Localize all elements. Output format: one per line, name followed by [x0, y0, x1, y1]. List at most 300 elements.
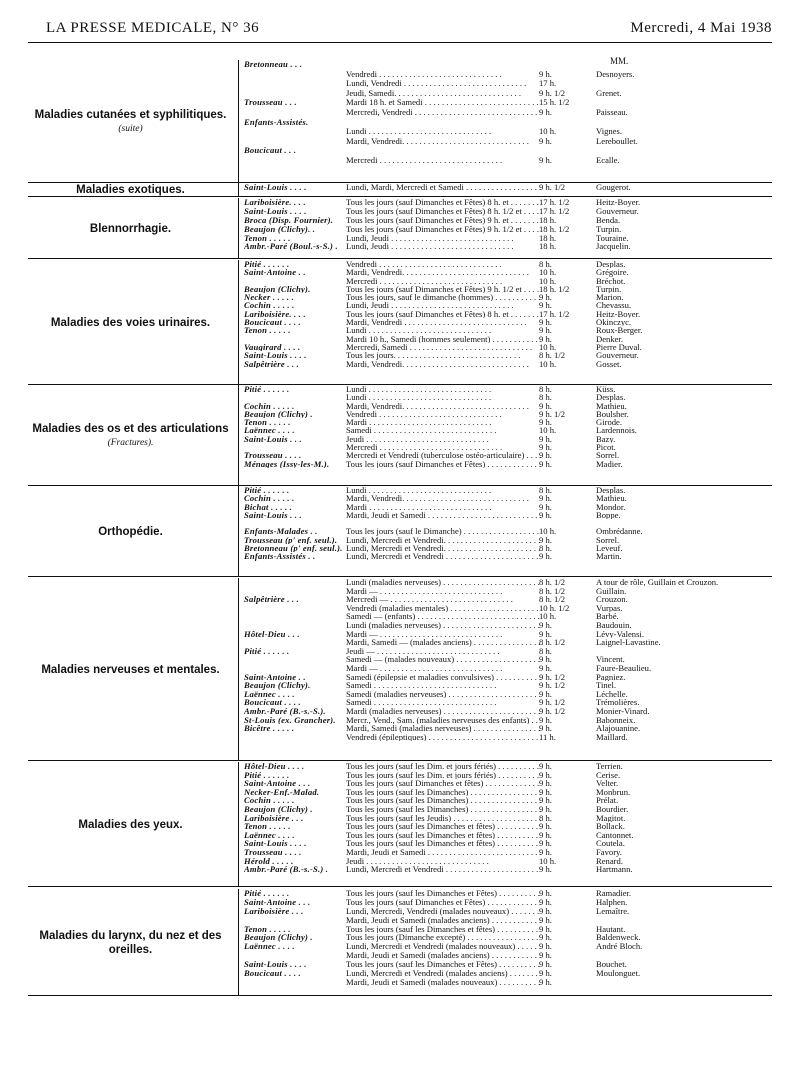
doctor: Mathieu. — [596, 494, 627, 503]
schedule: Mardi (maladies nerveuses) . . . — [346, 707, 541, 716]
table-row — [238, 681, 772, 690]
hospital-name: Enfants-Malades . . — [244, 527, 318, 536]
hospital-name: Saint-Louis . . . — [244, 434, 302, 444]
hours: 9 h. 1/2 — [539, 88, 566, 98]
hospital-name: Saint-Louis . . . . — [244, 351, 307, 360]
hours: 9 h. — [539, 897, 552, 907]
schedule: Mardi, Vendredi. . . . — [346, 494, 541, 502]
hospital-name: Salpêtrière . . . — [244, 595, 299, 604]
category-title — [28, 818, 233, 832]
table-row — [238, 716, 772, 725]
column-rule — [238, 198, 239, 258]
table-row — [238, 343, 772, 351]
doctor: Terrien. — [596, 762, 623, 771]
column-rule — [238, 260, 239, 384]
hours: 8 h. — [539, 393, 552, 402]
hours: 10 h. — [539, 127, 557, 137]
doctor: Baudouin. — [596, 620, 632, 630]
hospital-name: Saint-Antoine . . . — [244, 897, 311, 907]
hours: 10 h. — [539, 612, 557, 621]
table-row — [238, 536, 772, 544]
hours: 15 h. 1/2 — [539, 98, 570, 108]
hours: 9 h. — [539, 401, 552, 410]
doctor: Pierre Duval. — [596, 342, 642, 352]
column-rule — [238, 385, 239, 485]
schedule: Lundi, Mercredi et Vendredi (malades nouveaux) . . . — [346, 942, 541, 951]
table-row — [238, 707, 772, 716]
hospital-name: Beaujon (Clichy) . — [244, 933, 313, 943]
schedule: Mardi, Vendredi. . . . — [346, 137, 541, 147]
table-row — [238, 426, 772, 434]
hospital-name: Lariboisière. . . . — [244, 309, 306, 319]
doctor: Bourdier. — [596, 804, 629, 814]
hours: 8 h. — [539, 646, 552, 656]
doctor: Turpin. — [596, 224, 622, 234]
schedule: Mardi — . . . — [346, 587, 541, 596]
doctor: Martin. — [596, 552, 622, 561]
column-rule — [238, 60, 239, 182]
table-row — [238, 561, 772, 569]
table-row — [238, 435, 772, 443]
hospital-name: Lariboisière. . . . — [244, 198, 306, 207]
schedule: Tous les jours (Dimanche excepté) . . . — [346, 933, 541, 942]
column-rule — [238, 182, 239, 196]
doctor: Grégoire. — [596, 268, 629, 277]
doctor: Monbrun. — [596, 787, 631, 797]
table-row — [238, 127, 772, 137]
table-row — [238, 587, 772, 596]
hours: 9 h. 1/2 — [539, 672, 566, 682]
hospital-name: Enfants-Assistés. — [244, 117, 309, 127]
schedule: Tous les jours (sauf les Dimanches et fêtes) . . . — [346, 925, 541, 934]
doctor: Desnoyers. — [596, 69, 635, 79]
schedule: Tous les jours (sauf Dimanches et Fêtes) 9 h. et . . . — [346, 216, 541, 225]
hours: 18 h. — [539, 233, 557, 243]
table-row — [238, 612, 772, 621]
schedule: Tous les jours (sauf Dimanches et Fêtes) . . . — [346, 460, 541, 468]
doctor: Prélat. — [596, 796, 619, 805]
hospital-name: Tenon . . . . . — [244, 233, 291, 243]
table-row — [238, 762, 772, 771]
doctor: Cantonnet. — [596, 830, 634, 840]
schedule: Mercredi . . . — [346, 277, 541, 285]
hours: 9 h. 1/2 — [539, 681, 566, 690]
schedule: Mardi — . . . — [346, 630, 541, 639]
schedule: Vendredi . . . — [346, 70, 541, 80]
category-title — [28, 422, 233, 450]
doctor: Trémolières. — [596, 698, 640, 707]
table-row — [238, 268, 772, 276]
doctor: Denker. — [596, 334, 623, 343]
hospital-name: Saint-Louis . . . . — [244, 839, 307, 848]
schedule: Tous les jours (sauf les Jeudis) . . . — [346, 814, 541, 823]
table-row — [238, 690, 772, 699]
table-row — [238, 326, 772, 334]
doctor: Faure-Beaulieu. — [596, 663, 652, 673]
schedule: Lundi, Jeudi . . . — [346, 234, 541, 243]
hours: 9 h. — [539, 535, 552, 545]
hospital-name: Beaujon (Clichy). — [244, 681, 311, 690]
table-row — [238, 898, 772, 907]
hospital-name: Vaugirard . . . . — [244, 342, 301, 352]
table-row — [238, 595, 772, 604]
doctor: Boppe. — [596, 510, 621, 520]
table-row — [238, 225, 772, 234]
schedule: Mardi . . . — [346, 503, 541, 511]
hours: 11 h. — [539, 732, 556, 742]
hours: 18 h. — [539, 215, 557, 225]
category-title — [28, 929, 233, 957]
category-name: Maladies nerveuses et mentales. — [41, 663, 220, 676]
schedule: Tous les jours, sauf le dimanche (hommes) . . . — [346, 293, 541, 301]
table-row — [238, 698, 772, 707]
doctor: Hartmann. — [596, 865, 633, 874]
table-row — [238, 839, 772, 848]
doctor: Vurpas. — [596, 603, 623, 613]
doctor: Sorrel. — [596, 535, 620, 545]
section-rows — [238, 762, 772, 874]
schedule: Lundi, Mercredi et Vendredi. . . . — [346, 536, 541, 544]
hours: 8 h. 1/2 — [539, 351, 566, 360]
doctor: Renard. — [596, 856, 623, 866]
hours: 9 h. — [539, 960, 552, 970]
hours: 9 h. — [539, 847, 552, 857]
hospital-name: Laënnec . . . . — [244, 426, 295, 435]
schedule: Lundi, Jeudi . . . — [346, 301, 541, 309]
schedule: Samedi (maladies nerveuses) . . . — [346, 690, 541, 699]
doctor: A tour de rôle, Guillain et Crouzon. — [596, 578, 719, 587]
schedule: Tous les jours (sauf les Dimanches et Fêtes) . . . — [346, 889, 541, 898]
schedule: Tous les jours (sauf les Dimanches) . . . — [346, 788, 541, 797]
doctor: Küss. — [596, 385, 616, 394]
schedule: Tous les jours. . . . — [346, 351, 541, 359]
hospital-name: Laënnec . . . . — [244, 830, 295, 840]
table-row — [238, 969, 772, 978]
hours: 8 h. — [539, 813, 552, 823]
table-row — [238, 733, 772, 742]
category-title — [28, 663, 233, 677]
doctor: Velter. — [596, 779, 619, 788]
section — [28, 260, 772, 385]
hours: 9 h. — [539, 770, 552, 780]
hospital-name: Ménages (Issy-les-M.). — [244, 459, 330, 468]
hours: 10 h. — [539, 276, 557, 285]
hours: 9 h. — [539, 663, 552, 673]
schedule: Tous les jours (sauf Dimanches et fêtes) . . . — [346, 779, 541, 788]
category-name: Maladies des yeux. — [78, 818, 183, 831]
schedule: Lundi, Mercredi et Vendredi. . . . — [346, 544, 541, 552]
hours: 9 h. — [539, 830, 552, 840]
schedule: Samedi — (malades nouveaux) . . . — [346, 655, 541, 664]
table-row — [238, 544, 772, 552]
column-rule — [238, 578, 239, 760]
hospital-name: Hôtel-Dieu . . . . — [244, 762, 305, 771]
hours: 18 h. — [539, 242, 557, 252]
hospital-name: Lariboisière . . . — [244, 813, 304, 823]
table-row — [238, 60, 772, 70]
hours: 9 h. — [539, 689, 552, 699]
table-row — [238, 335, 772, 343]
table-row — [238, 351, 772, 359]
hours: 9 h. — [539, 293, 552, 302]
hospital-name: Tenon . . . . . — [244, 326, 291, 335]
table-row — [238, 942, 772, 951]
hours: 9 h. — [539, 969, 552, 978]
schedule: Samedi — (enfants) . . . — [346, 612, 541, 621]
table-row — [238, 805, 772, 814]
schedule: Mardi, Samedi (maladies nerveuses) . . . — [346, 724, 541, 733]
doctor: Gouverneur. — [596, 351, 639, 360]
schedule: Mardi 10 h., Samedi (hommes seulement) . . . — [346, 335, 541, 343]
table-row — [238, 137, 772, 147]
table-row — [238, 260, 772, 268]
hospital-name: Pitié . . . . . . — [244, 486, 290, 495]
table-row — [238, 621, 772, 630]
hours: 9 h. 1/2 — [539, 409, 566, 419]
schedule: Tous les jours (sauf Dimanches et Fêtes) 8 h. et . . . — [346, 198, 541, 207]
doctors-column-label: MM. — [610, 56, 629, 66]
hours: 10 h. — [539, 426, 557, 435]
doctor: Desplas. — [596, 486, 626, 495]
schedule: Lundi, Mardi, Mercredi et Samedi . . . — [346, 182, 541, 192]
doctor: Pagniez. — [596, 672, 626, 682]
doctor: Lereboullet. — [596, 136, 638, 146]
category-subtitle: (suite) — [118, 123, 143, 134]
doctor: Leveuf. — [596, 544, 623, 553]
schedule: Mardi — . . . — [346, 664, 541, 673]
hours: 9 h. — [539, 326, 552, 335]
doctor: Coutela. — [596, 839, 625, 848]
doctor: Bollack. — [596, 822, 625, 831]
doctor: Chevassu. — [596, 301, 632, 310]
hospital-name: Saint-Louis . . . . — [244, 960, 307, 970]
hours: 17 h. 1/2 — [539, 206, 570, 216]
doctor: André Bloch. — [596, 942, 643, 952]
hours: 8 h. — [539, 486, 552, 495]
doctor: Lardennois. — [596, 426, 637, 435]
section — [28, 762, 772, 887]
schedule: Lundi, Mercredi, Vendredi (malades nouveaux) . . . — [346, 907, 541, 916]
section — [28, 486, 772, 577]
doctor: Roux-Berger. — [596, 326, 643, 335]
schedule: Mardi, Jeudi et Samedi (malades nouveaux) . . . — [346, 978, 541, 987]
section — [28, 385, 772, 486]
table-row — [238, 318, 772, 326]
hours: 9 h. — [539, 915, 552, 925]
table-row — [238, 89, 772, 99]
hours: 18 h. 1/2 — [539, 224, 570, 234]
doctor: Moulonguet. — [596, 969, 641, 978]
hospital-name: Saint-Louis . . . — [244, 510, 302, 520]
hours: 9 h. — [539, 552, 552, 561]
hospital-name: Ambr.-Paré (B.-s.-S.). — [244, 706, 326, 716]
doctor: Girode. — [596, 418, 623, 427]
doctor: Okinczyc. — [596, 318, 632, 327]
doctor: Vincent. — [596, 655, 625, 664]
schedule: Tous les jours (sauf Dimanches et Fêtes) 9 h. 1/2 et . . . — [346, 225, 541, 234]
hospital-name: Tenon . . . . . — [244, 924, 291, 934]
category-name: Blennorrhagie. — [89, 222, 172, 235]
schedule: Jeudi . . . — [346, 435, 541, 443]
hours: 9 h. — [539, 69, 552, 79]
table-row — [238, 604, 772, 613]
hours: 9 h. — [539, 655, 552, 664]
doctor: Jacquelin. — [596, 242, 631, 252]
doctor: Magitot. — [596, 813, 626, 823]
section-rows — [238, 486, 772, 569]
table-row — [238, 848, 772, 857]
doctor: Vignes. — [596, 127, 622, 137]
page-header — [28, 20, 772, 43]
table-row — [238, 443, 772, 451]
doctor: Ecalle. — [596, 155, 620, 165]
schedule: Lundi . . . — [346, 385, 541, 393]
schedule: Lundi, Mercredi et Vendredi . . . — [346, 552, 541, 560]
category-title — [28, 183, 233, 197]
schedule: Lundi, Vendredi . . . — [346, 79, 541, 89]
hours: 9 h. — [539, 906, 552, 916]
hours: 9 h. — [539, 796, 552, 805]
schedule: Samedi . . . — [346, 426, 541, 434]
doctor: Ramadier. — [596, 889, 632, 898]
hospital-name: Necker . . . . . — [244, 293, 294, 302]
hours: 8 h. — [539, 260, 552, 269]
doctor: Lemaître. — [596, 906, 630, 916]
table-row — [238, 70, 772, 80]
hospital-name: Enfants-Assistés . . — [244, 552, 316, 561]
column-rule — [238, 486, 239, 576]
schedule: Mardi, Jeudi et Samedi (malades anciens) . . . — [346, 916, 541, 925]
table-row — [238, 234, 772, 243]
hours: 8 h. — [539, 385, 552, 394]
hours: 17 h. — [539, 79, 557, 89]
hours: 10 h. — [539, 359, 557, 368]
hospital-name: Beaujon (Clichy) . — [244, 804, 313, 814]
table-row — [238, 494, 772, 502]
schedule: Vendredi . . . — [346, 410, 541, 418]
doctor: Baldenweck. — [596, 933, 641, 943]
hospital-name: Tenon . . . . . — [244, 822, 291, 831]
hours: 8 h. 1/2 — [539, 578, 566, 587]
hours: 10 h. — [539, 527, 557, 536]
table-row — [238, 638, 772, 647]
hospital-name: Saint-Louis . . . . — [244, 206, 307, 216]
schedule: Mardi, Jeudi et Samedi . . . — [346, 511, 541, 519]
table-row — [238, 527, 772, 535]
schedule: Mardi, Vendredi. . . . — [346, 402, 541, 410]
table-row — [238, 907, 772, 916]
hours: 9 h. — [539, 136, 552, 146]
table-row — [238, 822, 772, 831]
hours: 9 h. — [539, 418, 552, 427]
hospital-name: Bichat . . . . . — [244, 502, 293, 511]
section-rows — [238, 182, 772, 192]
table-row — [238, 216, 772, 225]
hospital-name: Trousseau . . . — [244, 98, 297, 108]
table-row — [238, 242, 772, 251]
table-row — [238, 933, 772, 942]
doctor: Bazy. — [596, 434, 616, 444]
table-row — [238, 108, 772, 118]
doctor: Touraine. — [596, 233, 629, 243]
schedule: Mardi, Jeudi et Samedi . . . — [346, 848, 541, 857]
table-row — [238, 724, 772, 733]
hours: 9 h. — [539, 933, 552, 943]
schedule: Tous les jours (sauf les Dimanches et fêtes) . . . — [346, 839, 541, 848]
schedule: Mercredi . . . — [346, 156, 541, 166]
hours: 9 h. — [539, 629, 552, 639]
hospital-name: Hôtel-Dieu . . . — [244, 629, 300, 639]
table-row — [238, 857, 772, 866]
hours: 9 h. 1/2 — [539, 698, 566, 707]
schedule: Samedi . . . — [346, 698, 541, 707]
doctor: Grenet. — [596, 88, 622, 98]
category-title — [28, 525, 233, 539]
table-row — [238, 630, 772, 639]
section — [28, 182, 772, 197]
section — [28, 889, 772, 996]
category-subtitle: (Fractures). — [107, 437, 154, 448]
schedule: Samedi (épilepsie et maladies convulsives) . . . — [346, 673, 541, 682]
section — [28, 578, 772, 761]
doctor: Alajouanine. — [596, 724, 641, 733]
table-row — [238, 486, 772, 494]
hours: 10 h. — [539, 268, 557, 277]
hours: 9 h. — [539, 924, 552, 934]
table-row — [238, 393, 772, 401]
section — [28, 198, 772, 259]
hospital-name: Saint-Louis . . . . — [244, 182, 307, 192]
doctor: Halphen. — [596, 897, 628, 907]
hours: 9 h. — [539, 951, 552, 961]
schedule: Lundi, Mercredi et Vendredi . . . — [346, 865, 541, 874]
hours: 9 h. — [539, 865, 552, 874]
table-row — [238, 771, 772, 780]
category-name: Maladies des os et des articulations — [32, 422, 229, 435]
table-row — [238, 310, 772, 318]
doctor: Gosset. — [596, 359, 622, 368]
doctor: Benda. — [596, 215, 621, 225]
section-rows — [238, 260, 772, 368]
hours: 9 h. — [539, 107, 552, 117]
hours: 9 h. — [539, 942, 552, 952]
table-row — [238, 156, 772, 166]
doctor: Desplas. — [596, 260, 626, 269]
hospital-name: Necker-Enf.-Malad. — [244, 787, 320, 797]
section-rows — [238, 60, 772, 166]
hours: 8 h. — [539, 544, 552, 553]
schedule: Lundi, Jeudi . . . — [346, 242, 541, 251]
hours: 9 h. — [539, 451, 552, 460]
schedule: Mercr., Vend., Sam. (maladies nerveuses des enfants) . . . — [346, 716, 541, 725]
table-row — [238, 889, 772, 898]
table-row — [238, 418, 772, 426]
hospital-name: Tenon . . . . . — [244, 418, 291, 427]
hospital-name: Laënnec . . . . — [244, 689, 295, 699]
section-rows — [238, 198, 772, 251]
table-row — [238, 293, 772, 301]
hospital-name: Saint-Antoine . . . — [244, 779, 311, 788]
schedule: Mardi, Samedi — (malades anciens) . . . — [346, 638, 541, 647]
doctor: Bréchot. — [596, 276, 626, 285]
schedule: Tous les jours (sauf les Dimanches et Fêtes) . . . — [346, 960, 541, 969]
table-row — [238, 831, 772, 840]
table-row — [238, 207, 772, 216]
table-row — [238, 978, 772, 987]
doctor: Heitz-Boyer. — [596, 198, 641, 207]
table-row — [238, 814, 772, 823]
hours: 9 h. — [539, 977, 552, 987]
